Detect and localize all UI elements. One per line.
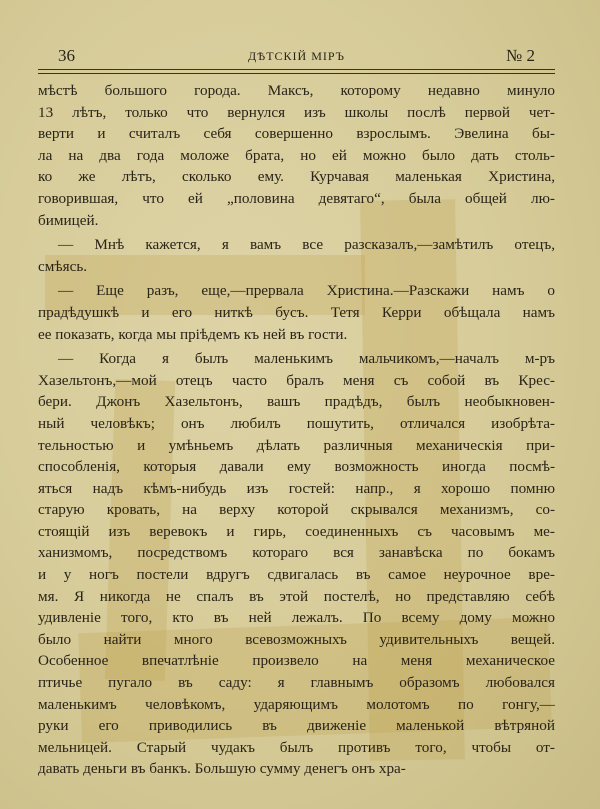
text-line: давать деньги въ банкъ. Большую сумму денегъ онъ хра- (38, 760, 406, 778)
text-line: руки его приводились въ движеніе маленькой вѣтряной (38, 717, 555, 735)
text-line: способленія, которыя давали ему возможность иногда посмѣ- (38, 458, 555, 476)
text-line: — Мнѣ кажется, я вамъ все разсказалъ,—замѣтилъ отецъ, (58, 236, 555, 254)
text-line: бери. Джонъ Хазельтонъ, вашъ прадѣдъ, былъ необыкновен- (38, 393, 555, 411)
text-line: старую кровать, на верху которой скрывался механизмъ, со- (38, 501, 555, 519)
text-line: тельностью и умѣньемъ дѣлать различныя механическія при- (38, 436, 555, 454)
header-rule (38, 69, 555, 74)
journal-title: ДѢТСКІЙ МІРЪ (247, 49, 346, 63)
text-line: маленькимъ человѣкомъ, ударяющимъ молотомъ по гонгу,— (38, 695, 555, 713)
text-line: птичье пугало въ саду: я главнымъ образомъ любовался (38, 674, 555, 692)
text-line: смѣясь. (38, 257, 88, 275)
paragraph (38, 234, 555, 277)
text-line: 13 лѣтъ, только что вернулся изъ школы послѣ первой чет- (38, 103, 555, 121)
text-line: Особенное впечатлѣніе произвело на меня механическое (38, 652, 555, 670)
text-line: ханизмомъ, посредствомъ котораго вся занавѣска по бокамъ (38, 544, 555, 562)
paragraph (38, 348, 555, 780)
text-line: мя. Я никогда не спалъ въ этой постелѣ, но представляю себѣ (38, 587, 555, 605)
paragraph (38, 80, 555, 231)
text-line: ла на два года моложе брата, но ей можно было дать столь- (38, 146, 555, 164)
page-number: 36 (58, 46, 75, 65)
text-line: ко же лѣтъ, сколько ему. Курчавая маленькая Христина, (38, 168, 555, 186)
text-line: удивленіе того, кто въ ней лежалъ. По всему дому можно (38, 609, 555, 627)
text-line: ее показать, когда мы пріѣдемъ къ ней въ гости. (38, 325, 348, 343)
text-line: яться надъ кѣмъ-нибудь изъ гостей: напр., я хорошо помню (38, 479, 555, 497)
text-line: бимицей. (38, 211, 99, 229)
issue-number: № 2 (506, 46, 535, 65)
text-line: — Когда я былъ маленькимъ мальчикомъ,—началъ м-ръ (58, 350, 555, 368)
text-line: и у ногъ постели вдругъ сдвигалась въ самое неурочное вре- (38, 566, 555, 584)
text-line: стоящій изъ веревокъ и гирь, соединенныхъ съ часовымъ ме- (38, 522, 555, 540)
text-line: мельницей. Старый чудакъ былъ противъ того, чтобы от- (38, 738, 555, 756)
text-line: говорившая, что ей „половина девятаго“, была общей лю- (38, 189, 555, 207)
running-header (38, 46, 555, 68)
text-line: верти и считалъ себя совершенно взрослымъ. Эвелина бы- (38, 125, 555, 143)
paragraph (38, 280, 555, 345)
text-line: прадѣдушкѣ и его ниткѣ бусъ. Тетя Керри обѣщала намъ (38, 303, 555, 321)
text-line: — Еще разъ, еще,—прервала Христина.—Разскажи намъ о (58, 282, 555, 300)
text-line: мѣстѣ большого города. Максъ, которому недавно минуло (38, 82, 555, 99)
page-text (38, 80, 555, 783)
text-line: Хазельтонъ,—мой отецъ часто бралъ меня съ собой въ Крес- (38, 371, 555, 389)
text-line: ный человѣкъ; онъ любилъ пошутить, отличался изобрѣта- (38, 414, 555, 432)
text-line: было найти много всевозможныхъ удивительныхъ вещей. (38, 630, 555, 648)
